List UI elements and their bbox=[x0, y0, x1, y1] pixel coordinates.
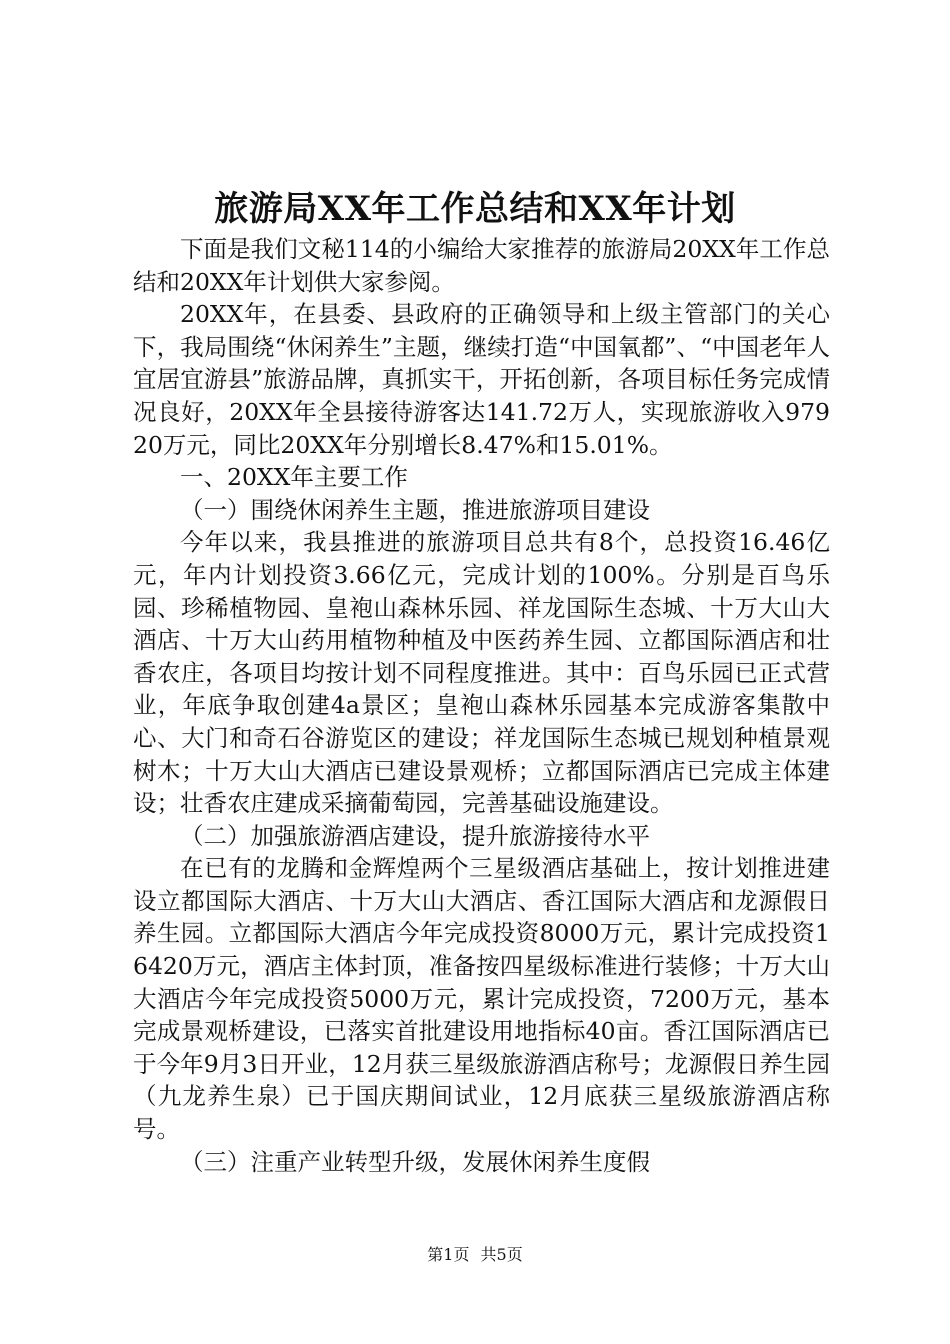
subsection-heading: （一）围绕休闲养生主题，推进旅游项目建设 bbox=[180, 495, 650, 524]
page-footer bbox=[0, 1244, 950, 1266]
subsection-heading: （二）加强旅游酒店建设，提升旅游接待水平 bbox=[180, 821, 650, 850]
page-total: 共5页 bbox=[480, 1245, 523, 1264]
intro-paragraph: 下面是我们文秘114的小编给大家推荐的旅游局20XX年工作总结和20XX年计划供大家参阅。 bbox=[133, 235, 830, 296]
page-number: 第1页 bbox=[427, 1245, 470, 1264]
document-body bbox=[133, 233, 830, 1178]
subsection-heading: （三）注重产业转型升级，发展休闲养生度假 bbox=[180, 1147, 650, 1176]
body-paragraph: 今年以来，我县推进的旅游项目总共有8个，总投资16.46亿元，年内计划投资3.66亿元，完成计划的100%。分别是百鸟乐园、珍稀植物园、皇袍山森林乐园、祥龙国际生态城、十万大山大酒店、十万大山药用植物种植及中医药养生园、立都国际酒店和壮香农庄，各项目均按计划不同程度推进。其中：百鸟乐园已正式营业，年底争取创建4a景区；皇袍山森林乐园基本完成游客集散中心、大门和奇石谷游览区的建设；祥龙国际生态城已规划种植景观树木；十万大山大酒店已建设景观桥；立都国际酒店已完成主体建设；壮香农庄建成采摘葡萄园，完善基础设施建设。 bbox=[133, 528, 830, 818]
summary-paragraph: 20XX年，在县委、县政府的正确领导和上级主管部门的关心下，我局围绕“休闲养生”主题，继续打造“中国氧都”、“中国老年人宜居宜游县”旅游品牌，真抓实干，开拓创新，各项目标任务完成情况良好，20XX年全县接待游客达141.72万人，实现旅游收入97920万元，同比20XX年分别增长8.47%和15.01%。 bbox=[133, 300, 830, 459]
section-heading: 一、20XX年主要工作 bbox=[180, 463, 408, 492]
document-title: 旅游局XX年工作总结和XX年计划 bbox=[214, 189, 736, 229]
body-paragraph: 在已有的龙腾和金辉煌两个三星级酒店基础上，按计划推进建设立都国际大酒店、十万大山大酒店、香江国际大酒店和龙源假日养生园。立都国际大酒店今年完成投资8000万元，累计完成投资16420万元，酒店主体封顶，准备按四星级标准进行装修；十万大山大酒店今年完成投资5000万元，累计完成投资，7200万元，基本完成景观桥建设，已落实首批建设用地指标40亩。香江国际酒店已于今年9月3日开业，12月获三星级旅游酒店称号；龙源假日养生园（九龙养生泉）已于国庆期间试业，12月底获三星级旅游酒店称号。 bbox=[133, 854, 830, 1144]
